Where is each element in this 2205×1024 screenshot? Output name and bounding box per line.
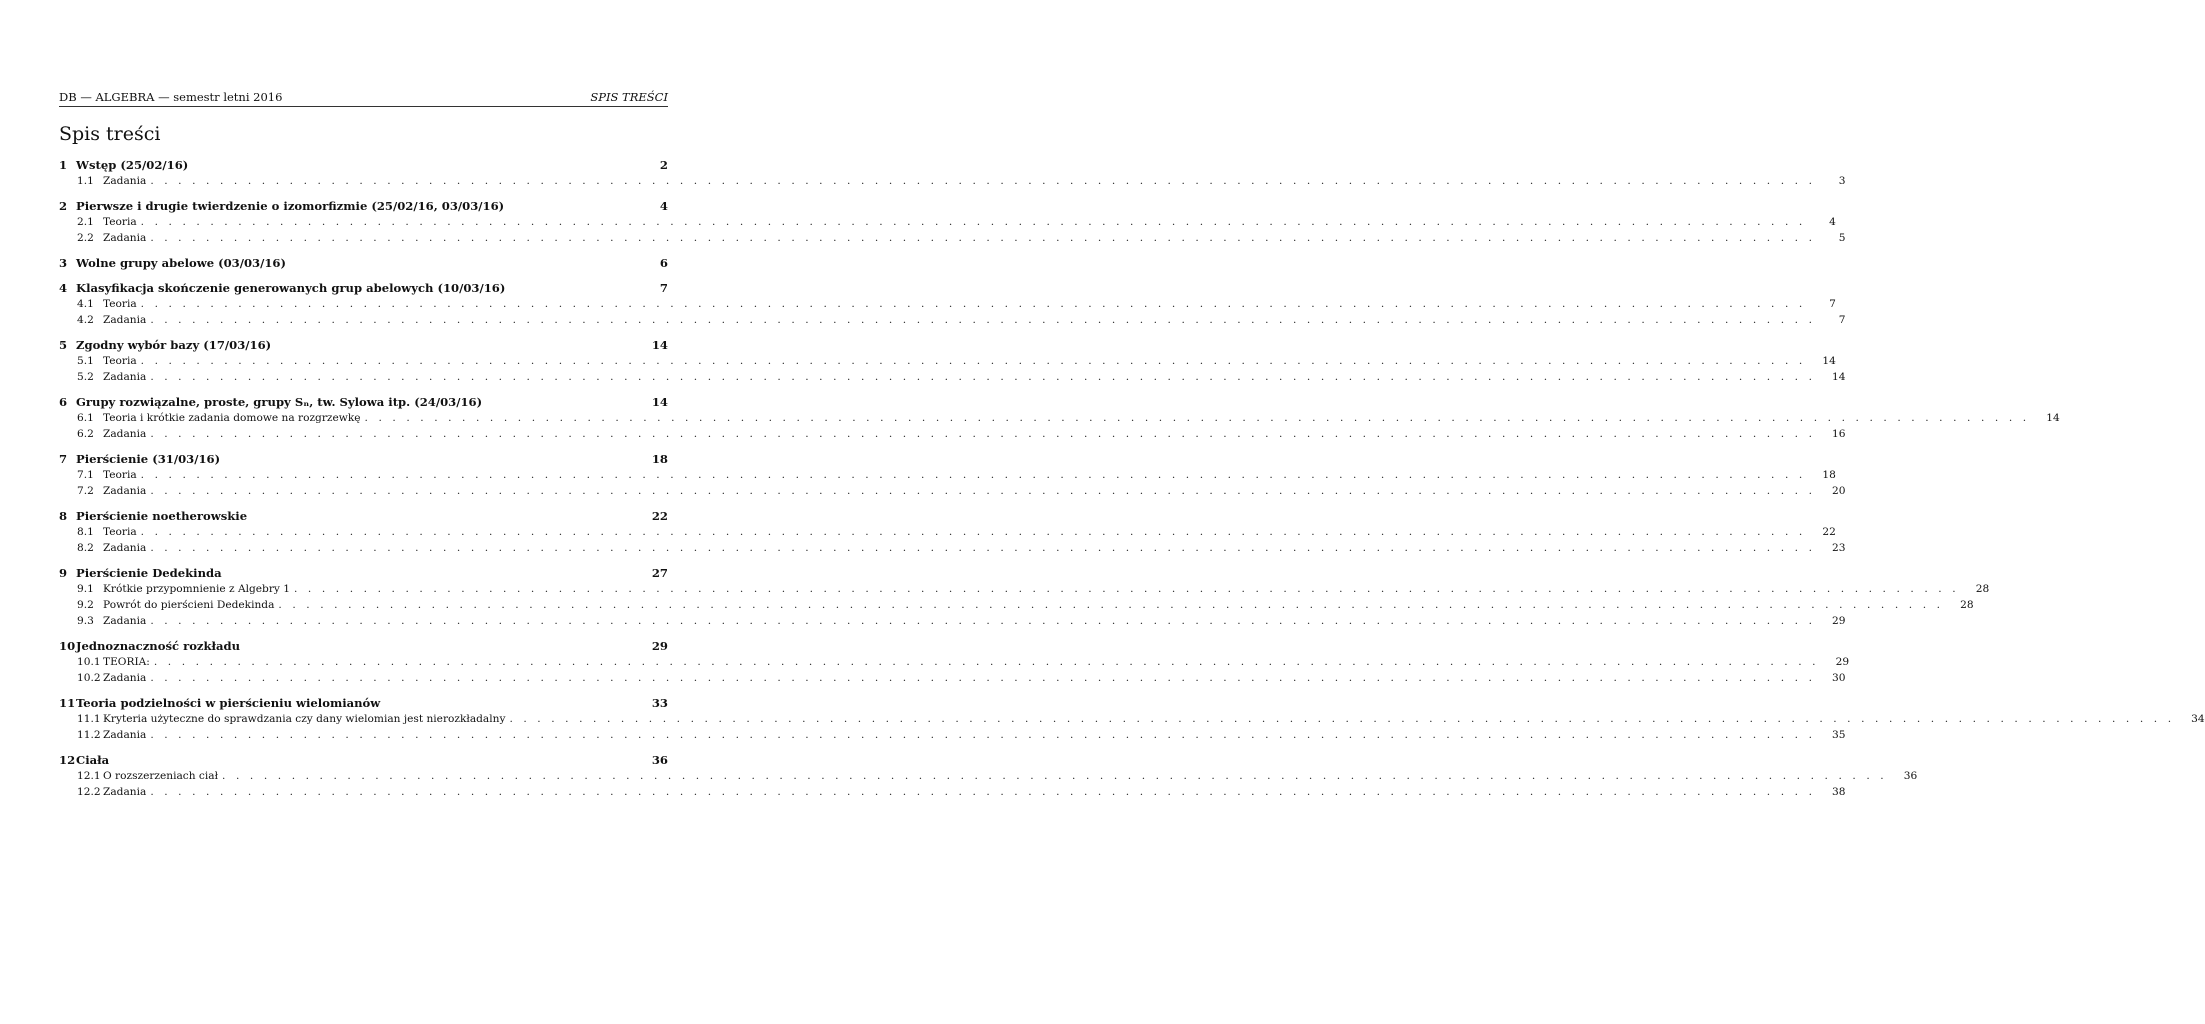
subsection-number: 10.2 <box>77 672 101 684</box>
subsection-title: Zadania <box>103 175 147 187</box>
toc-section-entry[interactable] <box>59 753 668 770</box>
dot-leader: . . . . . . . . . . . . . . . . . . . . . . . . . . . . . . . . . . . . . . . . . . . . . . . . . . . . . . . . . . . . . . . . . . . . . . . . . . . . . . . . . . . . . . . . . . . . . . . . . . . . . . . . . . . . . . . . . . . . . . . . <box>150 371 1816 383</box>
subsection-page-number: 7 <box>1838 314 1846 326</box>
dot-leader: . . . . . . . . . . . . . . . . . . . . . . . . . . . . . . . . . . . . . . . . . . . . . . . . . . . . . . . . . . . . . . . . . . . . . . . . . . . . . . . . . . . . . . . . . . . . . . . . . . . . . . . . . . . . . . . . . . . . . . . . <box>150 786 1816 798</box>
section-page-number: 27 <box>651 566 668 580</box>
dot-leader: . . . . . . . . . . . . . . . . . . . . . . . . . . . . . . . . . . . . . . . . . . . . . . . . . . . . . . . . . . . . . . . . . . . . . . . . . . . . . . . . . . . . . . . . . . . . . . . . . . . . . . . . . . . . . . . . . . . . . . . . <box>150 729 1816 741</box>
toc-section-entry[interactable] <box>59 256 668 273</box>
section-page-number: 4 <box>659 199 668 213</box>
subsection-title: Zadania <box>103 729 147 741</box>
subsection-number: 2.1 <box>77 216 94 228</box>
section-page-number: 29 <box>651 639 668 653</box>
subsection-page-number: 7 <box>1829 298 1836 310</box>
section-title: Jednoznaczność rozkładu <box>76 639 241 653</box>
subsection-page-number: 28 <box>1975 583 1990 595</box>
subsection-page-number: 34 <box>2191 713 2205 725</box>
toc-subsection-entry[interactable] <box>59 355 1836 371</box>
section-title: Pierścienie Dedekinda <box>76 566 222 580</box>
dot-leader: . . . . . . . . . . . . . . . . . . . . . . . . . . . . . . . . . . . . . . . . . . . . . . . . . . . . . . . . . . . . . . . . . . . . . . . . . . . . . . . . . . . . . . . . . . . . . . . . . . . . . . . . . . . . . . . . . . . . . . . . <box>364 412 2030 424</box>
toc-section <box>59 696 2205 745</box>
subsection-title: Teoria <box>103 469 137 481</box>
section-number: 11 <box>59 696 76 710</box>
subsection-title: Zadania <box>103 314 147 326</box>
toc-subsection-entry[interactable] <box>59 615 1846 631</box>
toc-subsection-entry[interactable] <box>59 583 1990 599</box>
header-rule <box>59 106 668 107</box>
subsection-number: 5.2 <box>77 371 94 383</box>
section-page-number: 22 <box>651 509 668 523</box>
section-number: 3 <box>59 256 68 270</box>
toc-subsection-entry[interactable] <box>59 542 1846 558</box>
subsection-number: 6.1 <box>77 412 94 424</box>
subsection-number: 9.3 <box>77 615 94 627</box>
dot-leader: . . . . . . . . . . . . . . . . . . . . . . . . . . . . . . . . . . . . . . . . . . . . . . . . . . . . . . . . . . . . . . . . . . . . . . . . . . . . . . . . . . . . . . . . . . . . . . . . . . . . . . . . . . . . . . . . . . . . . . . . <box>153 656 1820 668</box>
subsection-title: Powrót do pierścieni Dedekinda <box>103 599 275 611</box>
dot-leader: . . . . . . . . . . . . . . . . . . . . . . . . . . . . . . . . . . . . . . . . . . . . . . . . . . . . . . . . . . . . . . . . . . . . . . . . . . . . . . . . . . . . . . . . . . . . . . . . . . . . . . . . . . . . . . . . . . . . . . . . <box>140 298 1806 310</box>
toc-subsection-entry[interactable] <box>59 371 1846 387</box>
subsection-title: Teoria <box>103 526 137 538</box>
toc-section <box>59 566 1990 631</box>
header-right: SPIS TREŚCI <box>590 90 668 104</box>
subsection-title: Zadania <box>103 232 147 244</box>
toc-section-entry[interactable] <box>59 696 668 713</box>
dot-leader: . . . . . . . . . . . . . . . . . . . . . . . . . . . . . . . . . . . . . . . . . . . . . . . . . . . . . . . . . . . . . . . . . . . . . . . . . . . . . . . . . . . . . . . . . . . . . . . . . . . . . . . . . . . . . . . . . . . . . . . . <box>150 175 1816 187</box>
toc-subsection-entry[interactable] <box>59 216 1836 232</box>
section-number: 12 <box>59 753 76 767</box>
toc-section <box>59 199 1846 248</box>
section-page-number: 6 <box>659 256 668 270</box>
subsection-page-number: 29 <box>1832 615 1846 627</box>
toc-section-entry[interactable] <box>59 509 668 526</box>
subsection-title: TEORIA: <box>103 656 150 668</box>
dot-leader: . . . . . . . . . . . . . . . . . . . . . . . . . . . . . . . . . . . . . . . . . . . . . . . . . . . . . . . . . . . . . . . . . . . . . . . . . . . . . . . . . . . . . . . . . . . . . . . . . . . . . . . . . . . . . . . . . . . . . . . . <box>150 672 1816 684</box>
subsection-page-number: 3 <box>1838 175 1846 187</box>
toc-subsection-entry[interactable] <box>59 175 1846 191</box>
toc-section-entry[interactable] <box>59 452 668 469</box>
header-left: DB — ALGEBRA — semestr letni 2016 <box>59 90 283 104</box>
section-number: 8 <box>59 509 68 523</box>
toc-subsection-entry[interactable] <box>59 314 1846 330</box>
subsection-page-number: 20 <box>1832 485 1846 497</box>
subsection-page-number: 4 <box>1829 216 1836 228</box>
toc-section <box>59 753 1918 802</box>
section-number: 5 <box>59 338 68 352</box>
section-page-number: 7 <box>659 281 668 295</box>
running-header <box>59 90 668 104</box>
subsection-number: 11.2 <box>77 729 101 741</box>
subsection-number: 4.2 <box>77 314 94 326</box>
section-page-number: 33 <box>651 696 668 710</box>
subsection-title: Teoria <box>103 355 137 367</box>
section-number: 7 <box>59 452 68 466</box>
toc-subsection-entry[interactable] <box>59 298 1836 314</box>
toc-subsection-entry[interactable] <box>59 232 1846 248</box>
section-title: Wstęp (25/02/16) <box>76 158 189 172</box>
toc-subsection-entry[interactable] <box>59 428 1846 444</box>
subsection-title: Teoria <box>103 216 137 228</box>
subsection-page-number: 38 <box>1832 786 1846 798</box>
subsection-number: 9.2 <box>77 599 94 611</box>
subsection-number: 8.1 <box>77 526 94 538</box>
subsection-page-number: 22 <box>1822 526 1836 538</box>
toc-section <box>59 338 1846 387</box>
toc-subsection-entry[interactable] <box>59 786 1846 802</box>
toc-section <box>59 281 1846 330</box>
subsection-title: Zadania <box>103 485 147 497</box>
subsection-title: Zadania <box>103 786 147 798</box>
subsection-page-number: 35 <box>1832 729 1846 741</box>
dot-leader: . . . . . . . . . . . . . . . . . . . . . . . . . . . . . . . . . . . . . . . . . . . . . . . . . . . . . . . . . . . . . . . . . . . . . . . . . . . . . . . . . . . . . . . . . . . . . . . . . . . . . . . . . . . . . . . . . . . . . . . . <box>293 583 1960 595</box>
toc-section-entry[interactable] <box>59 199 668 216</box>
toc-section <box>59 509 1846 558</box>
toc-subsection-entry[interactable] <box>59 526 1836 542</box>
toc-section-entry[interactable] <box>59 395 668 412</box>
subsection-number: 8.2 <box>77 542 94 554</box>
subsection-number: 7.1 <box>77 469 94 481</box>
dot-leader: . . . . . . . . . . . . . . . . . . . . . . . . . . . . . . . . . . . . . . . . . . . . . . . . . . . . . . . . . . . . . . . . . . . . . . . . . . . . . . . . . . . . . . . . . . . . . . . . . . . . . . . . . . . . . . . . . . . . . . . . <box>140 469 1806 481</box>
subsection-page-number: 28 <box>1960 599 1974 611</box>
dot-leader: . . . . . . . . . . . . . . . . . . . . . . . . . . . . . . . . . . . . . . . . . . . . . . . . . . . . . . . . . . . . . . . . . . . . . . . . . . . . . . . . . . . . . . . . . . . . . . . . . . . . . . . . . . . . . . . . . . . . . . . . <box>150 428 1816 440</box>
section-page-number: 14 <box>651 338 668 352</box>
section-page-number: 36 <box>651 753 668 767</box>
section-number: 2 <box>59 199 68 213</box>
subsection-number: 5.1 <box>77 355 94 367</box>
subsection-number: 9.1 <box>77 583 94 595</box>
toc-section <box>59 395 2060 444</box>
subsection-number: 12.2 <box>77 786 101 798</box>
toc-subsection-entry[interactable] <box>59 713 2205 729</box>
subsection-page-number: 18 <box>1822 469 1836 481</box>
section-number: 4 <box>59 281 68 295</box>
toc-subsection-entry[interactable] <box>59 770 1918 786</box>
section-title: Wolne grupy abelowe (03/03/16) <box>76 256 286 270</box>
subsection-page-number: 5 <box>1838 232 1846 244</box>
toc-subsection-entry[interactable] <box>59 469 1836 485</box>
subsection-number: 12.1 <box>77 770 101 782</box>
toc-subsection-entry[interactable] <box>59 656 1850 672</box>
subsection-title: Teoria <box>103 298 137 310</box>
toc-section-entry[interactable] <box>59 566 668 583</box>
section-page-number: 2 <box>659 158 668 172</box>
section-number: 6 <box>59 395 68 409</box>
subsection-page-number: 16 <box>1832 428 1846 440</box>
subsection-number: 4.1 <box>77 298 94 310</box>
section-page-number: 14 <box>651 395 668 409</box>
subsection-page-number: 14 <box>1832 371 1846 383</box>
toc-section-entry[interactable] <box>59 338 668 355</box>
section-number: 10 <box>59 639 76 653</box>
section-title: Grupy rozwiązalne, proste, grupy Sₙ, tw. Sylowa itp. (24/03/16) <box>76 395 483 409</box>
subsection-title: Zadania <box>103 672 147 684</box>
dot-leader: . . . . . . . . . . . . . . . . . . . . . . . . . . . . . . . . . . . . . . . . . . . . . . . . . . . . . . . . . . . . . . . . . . . . . . . . . . . . . . . . . . . . . . . . . . . . . . . . . . . . . . . . . . . . . . . . . . . . . . . . <box>140 355 1806 367</box>
toc-subsection-entry[interactable] <box>59 729 1846 745</box>
toc-section-entry[interactable] <box>59 158 668 175</box>
dot-leader: . . . . . . . . . . . . . . . . . . . . . . . . . . . . . . . . . . . . . . . . . . . . . . . . . . . . . . . . . . . . . . . . . . . . . . . . . . . . . . . . . . . . . . . . . . . . . . . . . . . . . . . . . . . . . . . . . . . . . . . . <box>222 770 1888 782</box>
toc-subsection-entry[interactable] <box>59 672 1846 688</box>
subsection-title: Teoria i krótkie zadania domowe na rozgrzewkę <box>103 412 361 424</box>
toc-subsection-entry[interactable] <box>59 485 1846 501</box>
dot-leader: . . . . . . . . . . . . . . . . . . . . . . . . . . . . . . . . . . . . . . . . . . . . . . . . . . . . . . . . . . . . . . . . . . . . . . . . . . . . . . . . . . . . . . . . . . . . . . . . . . . . . . . . . . . . . . . . . . . . . . . . <box>150 615 1816 627</box>
subsection-title: Kryteria użyteczne do sprawdzania czy dany wielomian jest nierozkładalny <box>103 713 506 725</box>
subsection-page-number: 29 <box>1835 656 1850 668</box>
section-title: Pierwsze i drugie twierdzenie o izomorfizmie (25/02/16, 03/03/16) <box>76 199 505 213</box>
section-number: 9 <box>59 566 68 580</box>
dot-leader: . . . . . . . . . . . . . . . . . . . . . . . . . . . . . . . . . . . . . . . . . . . . . . . . . . . . . . . . . . . . . . . . . . . . . . . . . . . . . . . . . . . . . . . . . . . . . . . . . . . . . . . . . . . . . . . . . . . . . . . . <box>150 232 1816 244</box>
toc-section <box>59 158 1846 191</box>
toc-section-entry[interactable] <box>59 639 668 656</box>
section-title: Pierścienie (31/03/16) <box>76 452 221 466</box>
subsection-number: 10.1 <box>77 656 101 668</box>
section-title: Ciała <box>76 753 110 767</box>
subsection-number: 6.2 <box>77 428 94 440</box>
subsection-number: 2.2 <box>77 232 94 244</box>
toc-subsection-entry[interactable] <box>59 412 2060 428</box>
section-page-number: 18 <box>651 452 668 466</box>
subsection-title: Krótkie przypomnienie z Algebry 1 <box>103 583 290 595</box>
subsection-page-number: 30 <box>1832 672 1846 684</box>
subsection-page-number: 14 <box>2046 412 2060 424</box>
subsection-number: 7.2 <box>77 485 94 497</box>
table-of-contents <box>59 158 2205 810</box>
dot-leader: . . . . . . . . . . . . . . . . . . . . . . . . . . . . . . . . . . . . . . . . . . . . . . . . . . . . . . . . . . . . . . . . . . . . . . . . . . . . . . . . . . . . . . . . . . . . . . . . . . . . . . . . . . . . . . . . . . . . . . . . <box>278 599 1944 611</box>
subsection-number: 1.1 <box>77 175 94 187</box>
toc-section-entry[interactable] <box>59 281 668 298</box>
section-title: Teoria podzielności w pierścieniu wielomianów <box>76 696 381 710</box>
subsection-number: 11.1 <box>77 713 101 725</box>
toc-subsection-entry[interactable] <box>59 599 1974 615</box>
section-number: 1 <box>59 158 68 172</box>
subsection-title: Zadania <box>103 371 147 383</box>
dot-leader: . . . . . . . . . . . . . . . . . . . . . . . . . . . . . . . . . . . . . . . . . . . . . . . . . . . . . . . . . . . . . . . . . . . . . . . . . . . . . . . . . . . . . . . . . . . . . . . . . . . . . . . . . . . . . . . . . . . . . . . . <box>150 542 1816 554</box>
dot-leader: . . . . . . . . . . . . . . . . . . . . . . . . . . . . . . . . . . . . . . . . . . . . . . . . . . . . . . . . . . . . . . . . . . . . . . . . . . . . . . . . . . . . . . . . . . . . . . . . . . . . . . . . . . . . . . . . . . . . . . . . <box>150 314 1816 326</box>
toc-section <box>59 639 1850 688</box>
subsection-page-number: 14 <box>1822 355 1836 367</box>
subsection-title: O rozszerzeniach ciał <box>103 770 219 782</box>
subsection-title: Zadania <box>103 428 147 440</box>
subsection-page-number: 23 <box>1832 542 1846 554</box>
section-title: Zgodny wybór bazy (17/03/16) <box>76 338 272 352</box>
dot-leader: . . . . . . . . . . . . . . . . . . . . . . . . . . . . . . . . . . . . . . . . . . . . . . . . . . . . . . . . . . . . . . . . . . . . . . . . . . . . . . . . . . . . . . . . . . . . . . . . . . . . . . . . . . . . . . . . . . . . . . . . <box>140 216 1806 228</box>
subsection-page-number: 36 <box>1903 770 1918 782</box>
dot-leader: . . . . . . . . . . . . . . . . . . . . . . . . . . . . . . . . . . . . . . . . . . . . . . . . . . . . . . . . . . . . . . . . . . . . . . . . . . . . . . . . . . . . . . . . . . . . . . . . . . . . . . . . . . . . . . . . . . . . . . . . <box>509 713 2175 725</box>
dot-leader: . . . . . . . . . . . . . . . . . . . . . . . . . . . . . . . . . . . . . . . . . . . . . . . . . . . . . . . . . . . . . . . . . . . . . . . . . . . . . . . . . . . . . . . . . . . . . . . . . . . . . . . . . . . . . . . . . . . . . . . . <box>140 526 1806 538</box>
section-title: Klasyfikacja skończenie generowanych grup abelowych (10/03/16) <box>76 281 506 295</box>
subsection-title: Zadania <box>103 615 147 627</box>
toc-section <box>59 452 1846 501</box>
toc-section <box>59 256 668 273</box>
subsection-title: Zadania <box>103 542 147 554</box>
page-title: Spis treści <box>59 123 161 145</box>
section-title: Pierścienie noetherowskie <box>76 509 248 523</box>
dot-leader: . . . . . . . . . . . . . . . . . . . . . . . . . . . . . . . . . . . . . . . . . . . . . . . . . . . . . . . . . . . . . . . . . . . . . . . . . . . . . . . . . . . . . . . . . . . . . . . . . . . . . . . . . . . . . . . . . . . . . . . . <box>150 485 1816 497</box>
